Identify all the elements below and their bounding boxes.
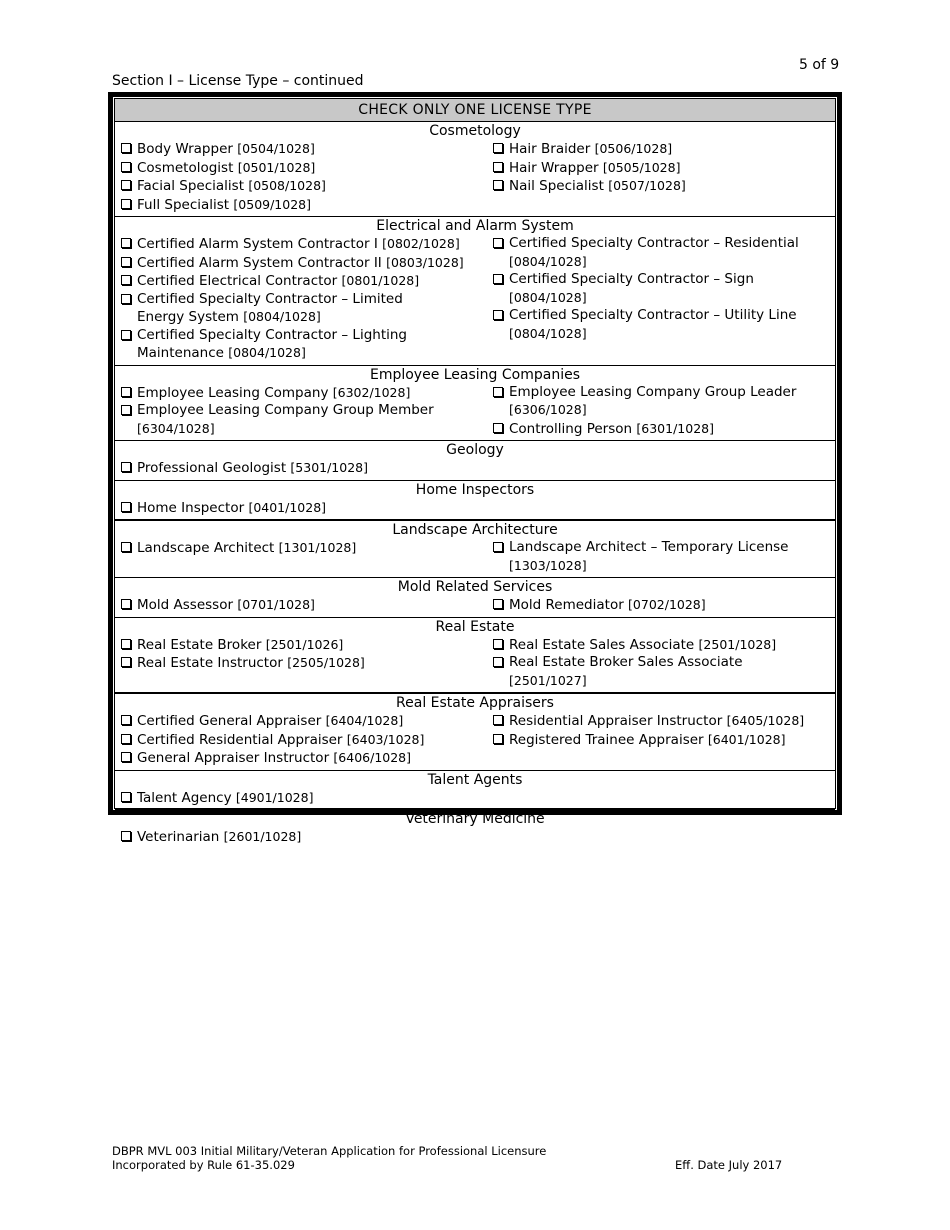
license-code: [0804/1028]	[509, 253, 587, 269]
section-title: Electrical and Alarm System	[376, 218, 574, 234]
section-geology	[115, 441, 835, 481]
checkbox-icon[interactable]	[121, 238, 131, 248]
license-label-continuation: Energy System	[137, 309, 239, 325]
license-option-text	[137, 235, 460, 254]
right-column	[487, 235, 835, 363]
left-column	[115, 596, 487, 615]
checkbox-icon[interactable]	[493, 162, 503, 172]
license-label: Veterinarian	[137, 829, 220, 845]
checkbox-icon[interactable]	[121, 657, 131, 667]
checkbox-icon[interactable]	[493, 657, 503, 667]
checkbox-icon[interactable]	[493, 238, 503, 248]
license-option-mold-remediator[interactable]	[492, 596, 835, 615]
checkbox-icon[interactable]	[121, 639, 131, 649]
license-code: [6403/1028]	[346, 731, 425, 747]
license-label: Talent Agency	[137, 789, 232, 806]
right-column	[487, 459, 835, 478]
license-option-text	[509, 654, 743, 690]
license-code: [2601/1028]	[223, 829, 302, 844]
license-option-general-appraiser-instructor[interactable]	[120, 749, 487, 768]
section-cosmetology	[115, 122, 835, 217]
page-number: 5 of 9	[799, 57, 840, 73]
checkbox-icon[interactable]	[121, 715, 131, 725]
right-column	[487, 828, 835, 847]
section-columns	[115, 539, 835, 575]
section-columns	[115, 789, 835, 808]
license-option-text	[509, 712, 804, 731]
license-code: [6301/1028]	[636, 420, 714, 436]
license-code: [1301/1028]	[278, 540, 357, 555]
right-column	[487, 140, 835, 214]
section-columns	[115, 459, 835, 478]
license-label: Employee Leasing Company	[137, 384, 329, 401]
license-code: [0509/1028]	[233, 196, 311, 212]
checkbox-icon[interactable]	[121, 831, 131, 841]
license-option-text	[137, 789, 313, 808]
license-option-facial-specialist[interactable]	[120, 177, 487, 196]
section-columns	[115, 140, 835, 214]
license-option-mold-assessor[interactable]	[120, 596, 487, 615]
section-title: Geology	[446, 442, 504, 458]
license-label: General Appraiser Instructor	[137, 750, 330, 766]
section-veterinary-medicine	[115, 810, 835, 849]
checkbox-icon[interactable]	[493, 734, 503, 744]
license-option-text	[509, 420, 714, 439]
license-option-certified-specialty-contractor-limited[interactable]	[120, 291, 487, 327]
checkbox-icon[interactable]	[121, 792, 131, 802]
checkbox-icon[interactable]	[493, 143, 503, 153]
license-label: Certified Specialty Contractor – Residential	[509, 235, 799, 251]
checkbox-icon[interactable]	[493, 387, 503, 397]
license-code: [2501/1028]	[698, 636, 777, 652]
license-option-controlling-person[interactable]	[492, 420, 835, 439]
license-label: Landscape Architect – Temporary License	[509, 539, 789, 555]
license-label: Real Estate Instructor	[137, 655, 283, 671]
license-option-text	[509, 731, 785, 750]
section-columns	[115, 828, 835, 847]
right-column	[487, 539, 835, 575]
license-code: [0506/1028]	[594, 141, 673, 156]
license-label: Certified Specialty Contractor – Utility Line	[509, 307, 797, 323]
license-code: [1303/1028]	[509, 557, 587, 573]
license-label: Nail Specialist	[509, 178, 604, 194]
checkbox-icon[interactable]	[121, 599, 131, 609]
checkbox-icon[interactable]	[121, 752, 131, 762]
checkbox-icon[interactable]	[493, 599, 503, 609]
license-type-table	[108, 92, 842, 845]
license-option-certified-specialty-contractor-utility-line[interactable]	[492, 307, 835, 343]
license-label: Registered Trainee Appraiser	[509, 731, 704, 748]
license-option-text	[509, 159, 680, 178]
license-code: [0505/1028]	[602, 159, 681, 175]
section-electrical-and-alarm-system	[115, 217, 835, 366]
left-column	[115, 636, 487, 691]
checkbox-icon[interactable]	[121, 502, 131, 512]
right-column	[487, 636, 835, 691]
left-column	[115, 828, 487, 847]
license-code: [0804/1028]	[509, 325, 587, 341]
footer-form-title: DBPR MVL 003 Initial Military/Veteran Application for Professional Licensure	[112, 1144, 547, 1158]
checkbox-icon[interactable]	[493, 542, 503, 552]
license-option-certified-alarm-system-contractor-i[interactable]	[120, 235, 487, 254]
section-mold-related-services	[115, 578, 835, 618]
license-option-certified-alarm-system-contractor-ii[interactable]	[120, 254, 487, 273]
checkbox-icon[interactable]	[121, 405, 131, 415]
license-option-text	[137, 196, 311, 215]
license-label-continuation: Maintenance	[137, 345, 224, 361]
license-label-continued	[509, 672, 743, 691]
license-code: [6304/1028]	[137, 420, 215, 436]
license-label: Facial Specialist	[137, 178, 245, 194]
license-code: [0804/1028]	[509, 289, 587, 305]
license-code: [0508/1028]	[248, 178, 326, 193]
license-code: [0501/1028]	[237, 159, 316, 175]
license-label-continued	[509, 557, 788, 576]
license-option-professional-geologist[interactable]	[120, 459, 487, 478]
checkbox-icon[interactable]	[121, 294, 131, 304]
license-option-certified-specialty-contractor-sign[interactable]	[492, 271, 835, 307]
license-label: Certified General Appraiser	[137, 713, 322, 729]
checkbox-icon[interactable]	[493, 310, 503, 320]
left-column	[115, 789, 487, 808]
license-label: Certified Specialty Contractor – Limited	[137, 290, 403, 307]
left-column	[115, 499, 487, 518]
license-label: Controlling Person	[509, 420, 633, 437]
license-label: Certified Specialty Contractor – Sign	[509, 271, 754, 287]
license-option-text	[509, 140, 672, 159]
license-option-text	[509, 271, 754, 307]
license-option-text	[137, 596, 315, 615]
license-code: [0401/1028]	[248, 499, 327, 515]
section-columns	[115, 235, 835, 363]
section-title: Cosmetology	[429, 123, 521, 139]
license-option-employee-leasing-company[interactable]	[120, 384, 487, 403]
left-column	[115, 539, 487, 575]
section-title: Landscape Architecture	[392, 522, 558, 538]
left-column	[115, 235, 487, 363]
license-option-registered-trainee-appraiser[interactable]	[492, 731, 835, 750]
license-code: [2505/1028]	[287, 655, 365, 670]
license-code: [4901/1028]	[235, 789, 314, 805]
license-label-continued	[137, 308, 403, 327]
license-option-text	[509, 539, 788, 575]
checkbox-icon[interactable]	[493, 715, 503, 725]
checkbox-icon[interactable]	[121, 734, 131, 744]
right-column	[487, 789, 835, 808]
license-label: Landscape Architect	[137, 540, 275, 556]
license-label-continued	[509, 401, 796, 420]
section-columns	[115, 384, 835, 439]
license-label: Employee Leasing Company Group Member	[137, 402, 434, 418]
checkbox-icon[interactable]	[121, 275, 131, 285]
license-option-text	[509, 636, 776, 655]
license-option-certified-electrical-contractor[interactable]	[120, 272, 487, 291]
license-label: Body Wrapper	[137, 141, 233, 157]
checkbox-icon[interactable]	[121, 199, 131, 209]
license-option-text	[137, 140, 315, 159]
license-option-employee-leasing-company-group-leader[interactable]	[492, 384, 835, 420]
license-option-text	[137, 712, 403, 731]
license-option-text	[137, 731, 424, 750]
license-option-hair-braider[interactable]	[492, 140, 835, 159]
license-label: Real Estate Sales Associate	[509, 636, 695, 653]
section-real-estate-appraisers	[115, 694, 835, 771]
license-option-text	[137, 654, 365, 673]
license-code: [0801/1028]	[341, 273, 420, 288]
license-code: [6401/1028]	[707, 731, 786, 747]
section-title: Talent Agents	[427, 771, 523, 788]
license-label-continued	[137, 344, 407, 363]
license-option-text	[137, 327, 407, 363]
license-code: [0702/1028]	[628, 597, 706, 612]
right-column	[487, 712, 835, 768]
license-code: [0507/1028]	[608, 178, 686, 193]
section-title: Mold Related Services	[397, 579, 553, 595]
license-label: Full Specialist	[137, 196, 230, 213]
license-option-landscape-architect[interactable]	[120, 539, 487, 558]
license-code: [2501/1026]	[265, 636, 344, 652]
license-label: Hair Braider	[509, 141, 591, 157]
license-option-text	[137, 177, 326, 196]
license-option-text	[137, 539, 356, 558]
license-label: Professional Geologist	[137, 460, 287, 476]
right-column	[487, 384, 835, 439]
license-label: Residential Appraiser Instructor	[509, 713, 723, 729]
section-talent-agents	[115, 771, 835, 811]
section-home-inspectors	[115, 481, 835, 522]
license-sections	[115, 122, 835, 849]
license-option-text	[509, 384, 796, 420]
checkbox-icon[interactable]	[121, 542, 131, 552]
license-option-text	[137, 384, 410, 403]
checkbox-icon[interactable]	[121, 180, 131, 190]
section-title: Real Estate Appraisers	[396, 695, 554, 711]
license-option-text	[137, 636, 343, 655]
checkbox-icon[interactable]	[493, 180, 503, 190]
section-title: Employee Leasing Companies	[369, 366, 581, 383]
license-label: Mold Remediator	[509, 597, 624, 613]
license-option-real-estate-sales-associate[interactable]	[492, 636, 835, 655]
table-header: CHECK ONLY ONE LICENSE TYPE	[115, 99, 835, 122]
license-option-text	[137, 499, 326, 518]
license-label: Real Estate Broker Sales Associate	[509, 654, 743, 670]
license-label: Certified Alarm System Contractor II	[137, 254, 382, 271]
left-column	[115, 459, 487, 478]
license-option-text	[137, 828, 301, 847]
license-option-text	[137, 402, 434, 438]
license-option-full-specialist[interactable]	[120, 196, 487, 215]
checkbox-icon[interactable]	[121, 162, 131, 172]
left-column	[115, 712, 487, 768]
license-code: [5301/1028]	[290, 460, 368, 475]
license-option-landscape-architect-temporary-license[interactable]	[492, 539, 835, 575]
license-label-continued	[509, 289, 754, 308]
footer-effective-date: Eff. Date July 2017	[675, 1158, 783, 1172]
license-code: [6406/1028]	[333, 750, 412, 765]
license-option-text	[509, 596, 706, 615]
license-code: [2501/1027]	[509, 672, 587, 688]
section-columns	[115, 499, 835, 518]
license-option-text	[137, 749, 411, 768]
license-option-cosmetologist[interactable]	[120, 159, 487, 178]
section-employee-leasing-companies	[115, 366, 835, 442]
checkbox-icon[interactable]	[493, 639, 503, 649]
license-label-continued	[509, 325, 797, 344]
checkbox-icon[interactable]	[121, 462, 131, 472]
license-code: [6405/1028]	[726, 713, 805, 728]
section-heading: Section I – License Type – continued	[112, 73, 364, 89]
license-label: Certified Electrical Contractor	[137, 273, 338, 289]
license-option-hair-wrapper[interactable]	[492, 159, 835, 178]
checkbox-icon[interactable]	[121, 143, 131, 153]
license-option-certified-specialty-contractor-lighting[interactable]	[120, 327, 487, 363]
license-type-table-inner	[114, 98, 836, 845]
license-code: [0802/1028]	[382, 236, 460, 251]
section-columns	[115, 636, 835, 691]
license-option-body-wrapper[interactable]	[120, 140, 487, 159]
license-label: Employee Leasing Company Group Leader	[509, 383, 797, 400]
license-label: Mold Assessor	[137, 597, 234, 613]
license-option-text	[137, 254, 464, 273]
license-label-continued	[509, 253, 799, 272]
license-option-residential-appraiser-instructor[interactable]	[492, 712, 835, 731]
license-code: [0504/1028]	[237, 141, 315, 156]
license-label: Hair Wrapper	[509, 159, 599, 176]
checkbox-icon[interactable]	[121, 257, 131, 267]
license-option-veterinarian[interactable]	[120, 828, 487, 847]
left-column	[115, 140, 487, 214]
checkbox-icon[interactable]	[493, 423, 503, 433]
license-option-employee-leasing-company-group-member[interactable]	[120, 402, 487, 438]
license-label: Real Estate Broker	[137, 636, 262, 653]
license-option-certified-general-appraiser[interactable]	[120, 712, 487, 731]
license-code: [0803/1028]	[386, 254, 464, 270]
license-code: [6302/1028]	[332, 384, 411, 400]
license-option-home-inspector[interactable]	[120, 499, 487, 518]
license-code: [0804/1028]	[228, 345, 306, 360]
checkbox-icon[interactable]	[121, 387, 131, 397]
footer-rule: Incorporated by Rule 61-35.029	[112, 1158, 295, 1172]
license-option-text	[509, 177, 686, 196]
license-code: [0701/1028]	[237, 597, 315, 612]
license-option-text	[137, 159, 315, 178]
section-title: Veterinary Medicine	[405, 811, 545, 827]
checkbox-icon[interactable]	[493, 274, 503, 284]
license-option-certified-residential-appraiser[interactable]	[120, 731, 487, 750]
license-label: Certified Residential Appraiser	[137, 731, 343, 748]
license-label: Home Inspector	[137, 499, 245, 516]
right-column	[487, 499, 835, 518]
license-option-nail-specialist[interactable]	[492, 177, 835, 196]
license-option-talent-agency[interactable]	[120, 789, 487, 808]
license-label-continued	[137, 420, 434, 439]
license-option-real-estate-broker-sales-associate[interactable]	[492, 654, 835, 690]
section-title: Real Estate	[435, 618, 515, 635]
license-code: [6404/1028]	[325, 713, 404, 728]
license-label: Certified Specialty Contractor – Lighting	[137, 326, 407, 343]
section-landscape-architecture	[115, 521, 835, 578]
license-option-real-estate-broker[interactable]	[120, 636, 487, 655]
license-code: [6306/1028]	[509, 402, 587, 417]
section-columns	[115, 712, 835, 768]
license-option-certified-specialty-contractor-residential[interactable]	[492, 235, 835, 271]
license-option-text	[509, 307, 797, 343]
license-code: [0804/1028]	[243, 309, 321, 324]
section-real-estate	[115, 618, 835, 695]
license-option-text	[137, 459, 368, 478]
license-option-text	[137, 272, 419, 291]
left-column	[115, 384, 487, 439]
license-label: Cosmetologist	[137, 159, 234, 176]
license-label: Certified Alarm System Contractor I	[137, 236, 378, 252]
checkbox-icon[interactable]	[121, 330, 131, 340]
license-option-text	[137, 291, 403, 327]
right-column	[487, 596, 835, 615]
section-columns	[115, 596, 835, 615]
license-option-real-estate-instructor[interactable]	[120, 654, 487, 673]
license-option-text	[509, 235, 799, 271]
section-title: Home Inspectors	[415, 481, 535, 498]
